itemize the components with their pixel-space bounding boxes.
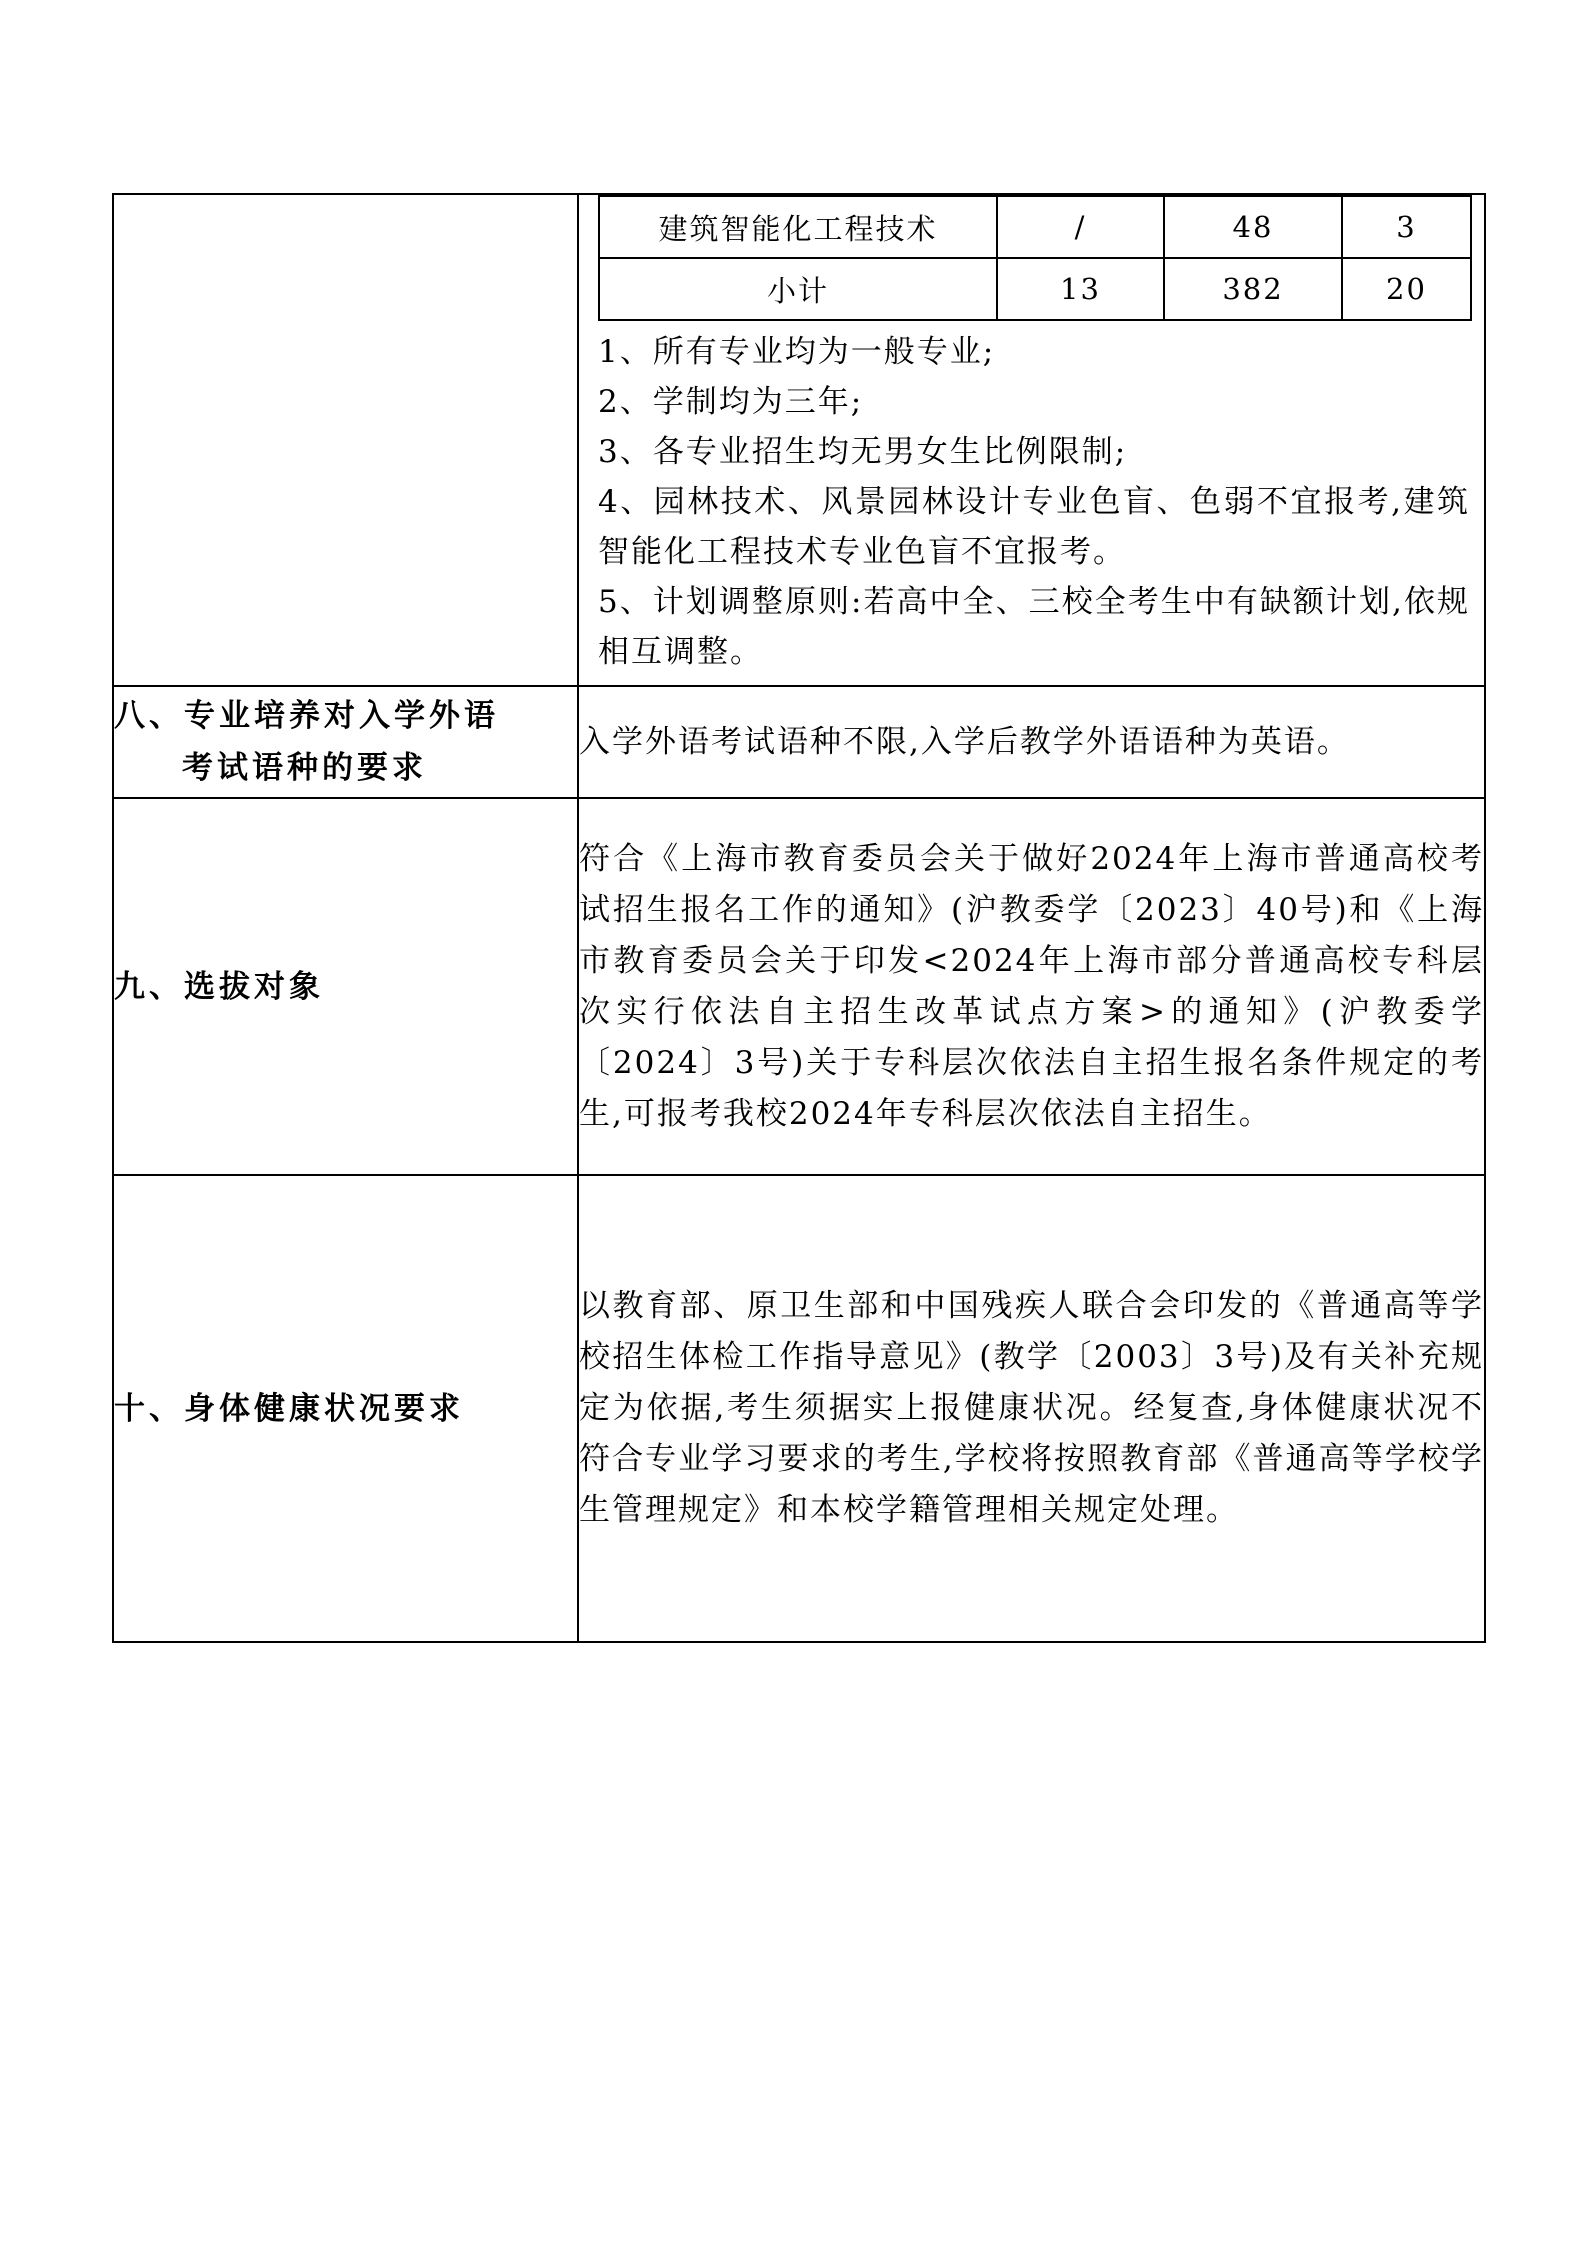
section-9-row: [113, 798, 1485, 1175]
section-9-label: 九、选拔对象: [113, 798, 578, 1175]
plan-continuation-row: [113, 194, 1485, 686]
section-10-label: 十、身体健康状况要求: [113, 1175, 578, 1642]
section-10-content: 以教育部、原卫生部和中国残疾人联合会印发的《普通高等学校招生体检工作指导意见》(教学〔2003〕3号)及有关补充规定为依据,考生须据实上报健康状况。经复查,身体健康状况不符合专业学习要求的考生,学校将按照教育部《普通高等学校学生管理规定》和本校学籍管理相关规定处理。: [579, 1288, 1484, 1528]
section-9-content: 符合《上海市教育委员会关于做好2024年上海市普通高校考试招生报名工作的通知》(沪教委学〔2023〕40号)和《上海市教育委员会关于印发<2024年上海市部分普通高校专科层次实行依法自主招生改革试点方案>的通知》(沪教委学〔2024〕3号)关于专科层次依法自主招生报名条件规定的考生,可报考我校2024年专科层次依法自主招生。: [579, 840, 1484, 1132]
section-8-label: [113, 686, 578, 798]
enrollment-plan-subtable: [598, 195, 1472, 321]
note-item: 4、园林技术、风景园林设计专业色盲、色弱不宜报考,建筑智能化工程技术专业色盲不宜报考。: [598, 484, 1470, 570]
section-10-row: [113, 1175, 1485, 1642]
section-8-row: [113, 686, 1485, 798]
empty-left-cell: [113, 194, 578, 686]
section-8-label-line1: 八、专业培养对入学外语: [114, 698, 499, 734]
section-9-content-cell: [578, 798, 1485, 1175]
plan-cell: 3: [1342, 196, 1471, 258]
major-name-cell: 建筑智能化工程技术: [599, 196, 997, 258]
subtotal-label: 小计: [599, 258, 997, 320]
section-8-content: 入学外语考试语种不限,入学后教学外语语种为英语。: [579, 723, 1350, 760]
section-10-content-cell: [578, 1175, 1485, 1642]
subtotal-row: [599, 258, 1471, 320]
subtotal-cell: 13: [997, 258, 1164, 320]
note-item: 2、学制均为三年;: [598, 384, 864, 420]
note-item: 5、计划调整原则:若高中全、三校全考生中有缺额计划,依规相互调整。: [598, 584, 1470, 670]
plan-cell: 48: [1164, 196, 1342, 258]
section-8-label-line2: 考试语种的要求: [182, 750, 427, 786]
plan-notes: [598, 321, 1484, 685]
note-item: 1、所有专业均为一般专业;: [598, 334, 996, 370]
table-row: [599, 196, 1471, 258]
admission-info-table: [112, 193, 1486, 1643]
plan-detail-cell: [578, 194, 1485, 686]
section-8-content-cell: [578, 686, 1485, 798]
subtotal-cell: 382: [1164, 258, 1342, 320]
plan-cell: /: [997, 196, 1164, 258]
note-item: 3、各专业招生均无男女生比例限制;: [598, 434, 1128, 470]
subtotal-cell: 20: [1342, 258, 1471, 320]
